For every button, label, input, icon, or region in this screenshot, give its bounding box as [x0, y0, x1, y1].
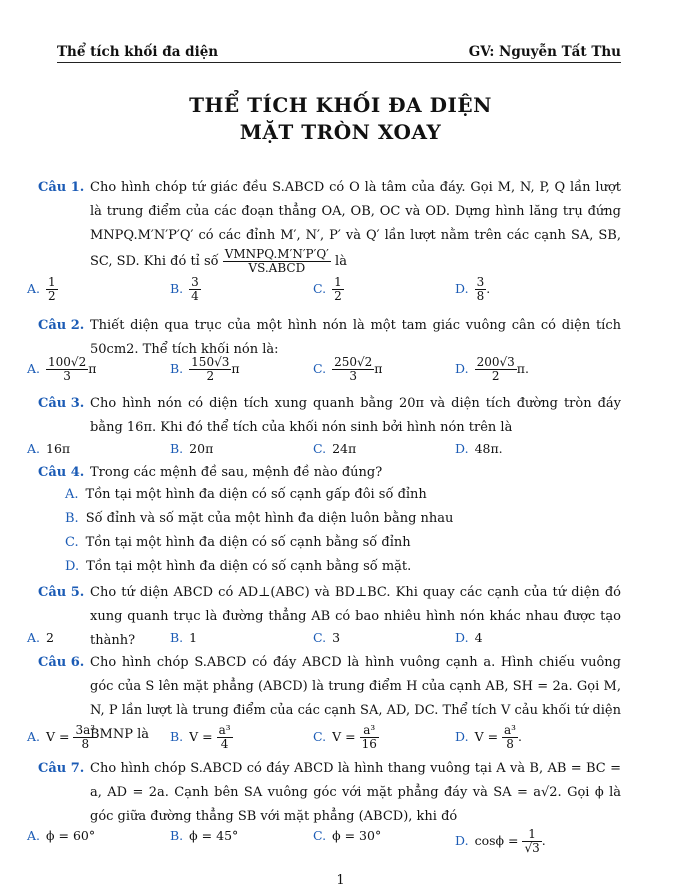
option-fraction — [332, 276, 344, 303]
option-c[interactable] — [313, 441, 356, 456]
option-c[interactable] — [313, 724, 379, 751]
question-number: Câu 6. — [38, 655, 85, 670]
option-value: 4 — [474, 630, 483, 645]
option-fraction — [189, 356, 231, 383]
ratio-denominator: VS.ABCD — [248, 261, 306, 275]
question-number: Câu 7. — [38, 761, 85, 776]
question-text: Cho hình nón có diện tích xung quanh bằng 20π và diện tích đường tròn đáy bằng 16π. Khi đó thể tích của khối nón sinh bởi hình nón trên là — [90, 396, 621, 435]
option-a[interactable] — [27, 276, 58, 303]
fraction-denominator: 3 — [349, 369, 357, 383]
option-label: C. — [313, 361, 327, 376]
option-label: D. — [455, 281, 469, 296]
fraction-numerator: 3 — [191, 275, 199, 289]
option-label: A. — [27, 361, 41, 376]
option-fraction — [332, 356, 374, 383]
option-suffix: π — [231, 361, 240, 376]
option-fraction — [475, 356, 517, 383]
question-text: Cho hình chóp S.ABCD có đáy ABCD là hình thang vuông tại A và B, AB = BC = a, AD = 2a. Cạnh bên SA vuông góc với mặt phẳng đáy và SA = a√2. Gọi ϕ là góc giữa đường thẳng SB với mặt phẳng (ABCD), khi đó — [90, 761, 621, 824]
option-d[interactable] — [65, 555, 453, 579]
fraction-denominator: 4 — [220, 737, 229, 751]
option-label: A. — [27, 441, 41, 456]
question-2 — [38, 314, 621, 362]
page-number: 1 — [336, 873, 345, 888]
page-header — [57, 44, 621, 63]
header-left: Thể tích khối đa diện — [57, 44, 219, 60]
fraction-denominator: 2 — [491, 369, 500, 383]
fraction-denominator: 16 — [361, 737, 377, 751]
option-fraction — [46, 276, 58, 303]
option-prefix: cosϕ = — [474, 833, 519, 848]
option-c[interactable] — [313, 630, 340, 645]
option-value: ϕ = 60° — [46, 828, 96, 843]
option-label: C. — [313, 281, 327, 296]
option-fraction — [502, 724, 518, 751]
question-text — [90, 176, 621, 275]
option-label: D. — [455, 441, 469, 456]
question-number: Câu 1. — [38, 180, 85, 195]
option-label: D. — [65, 559, 80, 574]
option-value: 2 — [46, 630, 54, 645]
question-text-tail: là — [335, 254, 347, 269]
fraction-denominator: 2 — [48, 289, 56, 303]
option-c[interactable] — [65, 531, 453, 555]
fraction-denominator: 2 — [334, 289, 342, 303]
page-title-line1: THỂ TÍCH KHỐI ĐA DIỆN — [189, 93, 492, 117]
question-1 — [38, 176, 621, 275]
option-fraction — [360, 724, 379, 751]
option-value: 20π — [189, 441, 214, 456]
option-d[interactable] — [455, 276, 490, 303]
option-prefix: V = — [46, 729, 70, 744]
option-c[interactable] — [313, 828, 381, 843]
fraction-numerator: 150√3 — [191, 355, 230, 369]
fraction-denominator: 8 — [81, 737, 90, 751]
fraction-numerator: 200√3 — [476, 355, 515, 369]
question-text: Cho hình chóp S.ABCD có đáy ABCD là hình vuông cạnh a. Hình chiếu vuông góc của S lên mặt phẳng (ABCD) là trung điểm H của cạnh AB, SH = 2a. Gọi M, N, P lần lượt là trung điểm của các cạnh SA, AD, DC. Thể tích V cảu khối tứ diện BMNP là — [90, 655, 621, 742]
option-label: D. — [455, 833, 469, 848]
option-value: 48π. — [474, 441, 503, 456]
option-prefix: V = — [189, 729, 213, 744]
option-d[interactable] — [455, 828, 546, 855]
option-label: C. — [65, 535, 79, 550]
option-b[interactable] — [170, 276, 201, 303]
option-label: A. — [27, 729, 41, 744]
option-d[interactable] — [455, 356, 529, 383]
question-text-body: Cho hình chóp tứ giác đều S.ABCD có O là tâm của đáy. Gọi M, N, P, Q lần lượt là trung điểm của các đoạn thẳng OA, OB, OC và OD. Dựng hình lăng trụ đứng MNPQ.M′N′P′Q′ có các đỉnh M′, N′, P′ và Q′ lần lượt nằm trên các cạnh SA, SB, SC, SD. Khi đó tỉ số — [90, 180, 621, 269]
fraction-denominator: 3 — [63, 369, 71, 383]
fraction-denominator: √3 — [524, 841, 540, 855]
option-label: C. — [313, 729, 327, 744]
fraction-numerator: 250√2 — [334, 355, 373, 369]
option-b[interactable] — [170, 441, 213, 456]
option-a[interactable] — [27, 724, 97, 751]
option-fraction — [189, 276, 201, 303]
fraction-denominator: 8 — [506, 737, 514, 751]
fraction-denominator: 4 — [191, 289, 199, 303]
option-label: B. — [170, 441, 184, 456]
option-c[interactable] — [313, 276, 344, 303]
fraction-denominator: 8 — [476, 289, 485, 303]
fraction-numerator: a³ — [218, 723, 231, 737]
option-b[interactable] — [65, 507, 453, 531]
fraction-numerator: 1 — [48, 275, 56, 289]
option-label: D. — [455, 361, 469, 376]
fraction-numerator: 1 — [334, 275, 342, 289]
option-a[interactable] — [27, 356, 96, 383]
option-suffix: π — [88, 361, 97, 376]
answer-options-7 — [27, 827, 681, 855]
option-value: Tồn tại một hình đa diện có số cạnh gấp đôi số đỉnh — [85, 487, 427, 502]
option-value: Số đỉnh và số mặt của một hình đa diện luôn bằng nhau — [85, 511, 454, 526]
option-b[interactable] — [170, 724, 233, 751]
question-number: Câu 5. — [38, 585, 85, 600]
option-c[interactable] — [313, 356, 383, 383]
fraction-numerator: a³ — [360, 724, 379, 738]
question-text: Trong các mệnh đề sau, mệnh đề nào đúng? — [90, 465, 383, 480]
option-label: A. — [65, 487, 79, 502]
option-fraction — [522, 828, 541, 855]
question-4 — [38, 461, 621, 485]
option-label: C. — [313, 828, 327, 843]
question-number: Câu 4. — [38, 465, 85, 480]
option-label: A. — [27, 630, 41, 645]
question-3 — [38, 392, 621, 440]
question-text: Cho tứ diện ABCD có AD⊥(ABC) và BD⊥BC. Khi quay các cạnh của tứ diện đó xung quanh trục là đường thẳng AB có bao nhiêu hình nón khác nhau được tạo thành? — [90, 585, 621, 648]
question-text: Thiết diện qua trục của một hình nón là một tam giác vuông cân có diện tích 50cm2. Thể tích khối nón là: — [90, 318, 621, 357]
question-number: Câu 2. — [38, 318, 85, 333]
option-a[interactable] — [65, 483, 453, 507]
option-suffix: . — [486, 281, 491, 296]
answer-options-4 — [65, 483, 453, 579]
header-right: GV: Nguyễn Tất Thu — [468, 44, 621, 60]
fraction-numerator: 1 — [522, 828, 541, 842]
option-a[interactable] — [27, 441, 70, 456]
option-value: ϕ = 30° — [332, 828, 382, 843]
option-fraction — [73, 724, 97, 751]
answer-options-5 — [27, 630, 681, 652]
answer-options-3 — [27, 441, 681, 463]
option-value: 16π — [46, 441, 71, 456]
fraction-numerator: 3a³ — [75, 723, 96, 737]
option-value: Tồn tại một hình đa diện có số cạnh bằng số mặt. — [86, 559, 412, 574]
option-value: 3 — [332, 630, 341, 645]
option-b[interactable] — [170, 356, 240, 383]
option-label: C. — [313, 630, 327, 645]
option-prefix: V = — [474, 729, 499, 744]
option-label: D. — [455, 630, 469, 645]
option-d[interactable] — [455, 724, 522, 751]
option-suffix: π — [374, 361, 383, 376]
option-label: D. — [455, 729, 469, 744]
option-label: A. — [27, 828, 41, 843]
option-fraction — [217, 724, 233, 751]
option-label: B. — [170, 281, 184, 296]
option-b[interactable] — [170, 828, 238, 843]
volume-ratio — [223, 248, 331, 275]
option-suffix: . — [541, 833, 546, 848]
answer-options-1 — [27, 275, 681, 303]
option-value: ϕ = 45° — [189, 828, 239, 843]
question-number: Câu 3. — [38, 396, 85, 411]
answer-options-6 — [27, 723, 681, 751]
option-label: A. — [27, 281, 41, 296]
option-b[interactable] — [170, 630, 197, 645]
fraction-numerator: a³ — [504, 723, 516, 737]
option-label: B. — [170, 828, 184, 843]
option-label: B. — [170, 729, 184, 744]
option-suffix: . — [518, 729, 522, 744]
option-fraction — [46, 356, 88, 383]
option-value: 24π — [332, 441, 357, 456]
option-d[interactable] — [455, 630, 483, 645]
option-value: Tồn tại một hình đa diện có số cạnh bằng số đỉnh — [85, 535, 411, 550]
page-title-line2: MẶT TRÒN XOAY — [239, 120, 442, 144]
option-label: B. — [170, 361, 184, 376]
fraction-numerator: 100√2 — [48, 355, 87, 369]
option-prefix: V = — [332, 729, 356, 744]
option-suffix: π. — [516, 361, 529, 376]
fraction-denominator: 2 — [206, 369, 215, 383]
option-fraction — [475, 276, 487, 303]
option-a[interactable] — [27, 828, 95, 843]
option-label: C. — [313, 441, 327, 456]
ratio-numerator: VMNPQ.M′N′P′Q′ — [224, 247, 329, 261]
option-value: 1 — [189, 630, 198, 645]
option-a[interactable] — [27, 630, 54, 645]
option-label: B. — [65, 511, 79, 526]
fraction-numerator: 3 — [476, 275, 485, 289]
question-7 — [38, 757, 621, 829]
answer-options-2 — [27, 355, 681, 383]
option-label: B. — [170, 630, 184, 645]
option-d[interactable] — [455, 441, 503, 456]
